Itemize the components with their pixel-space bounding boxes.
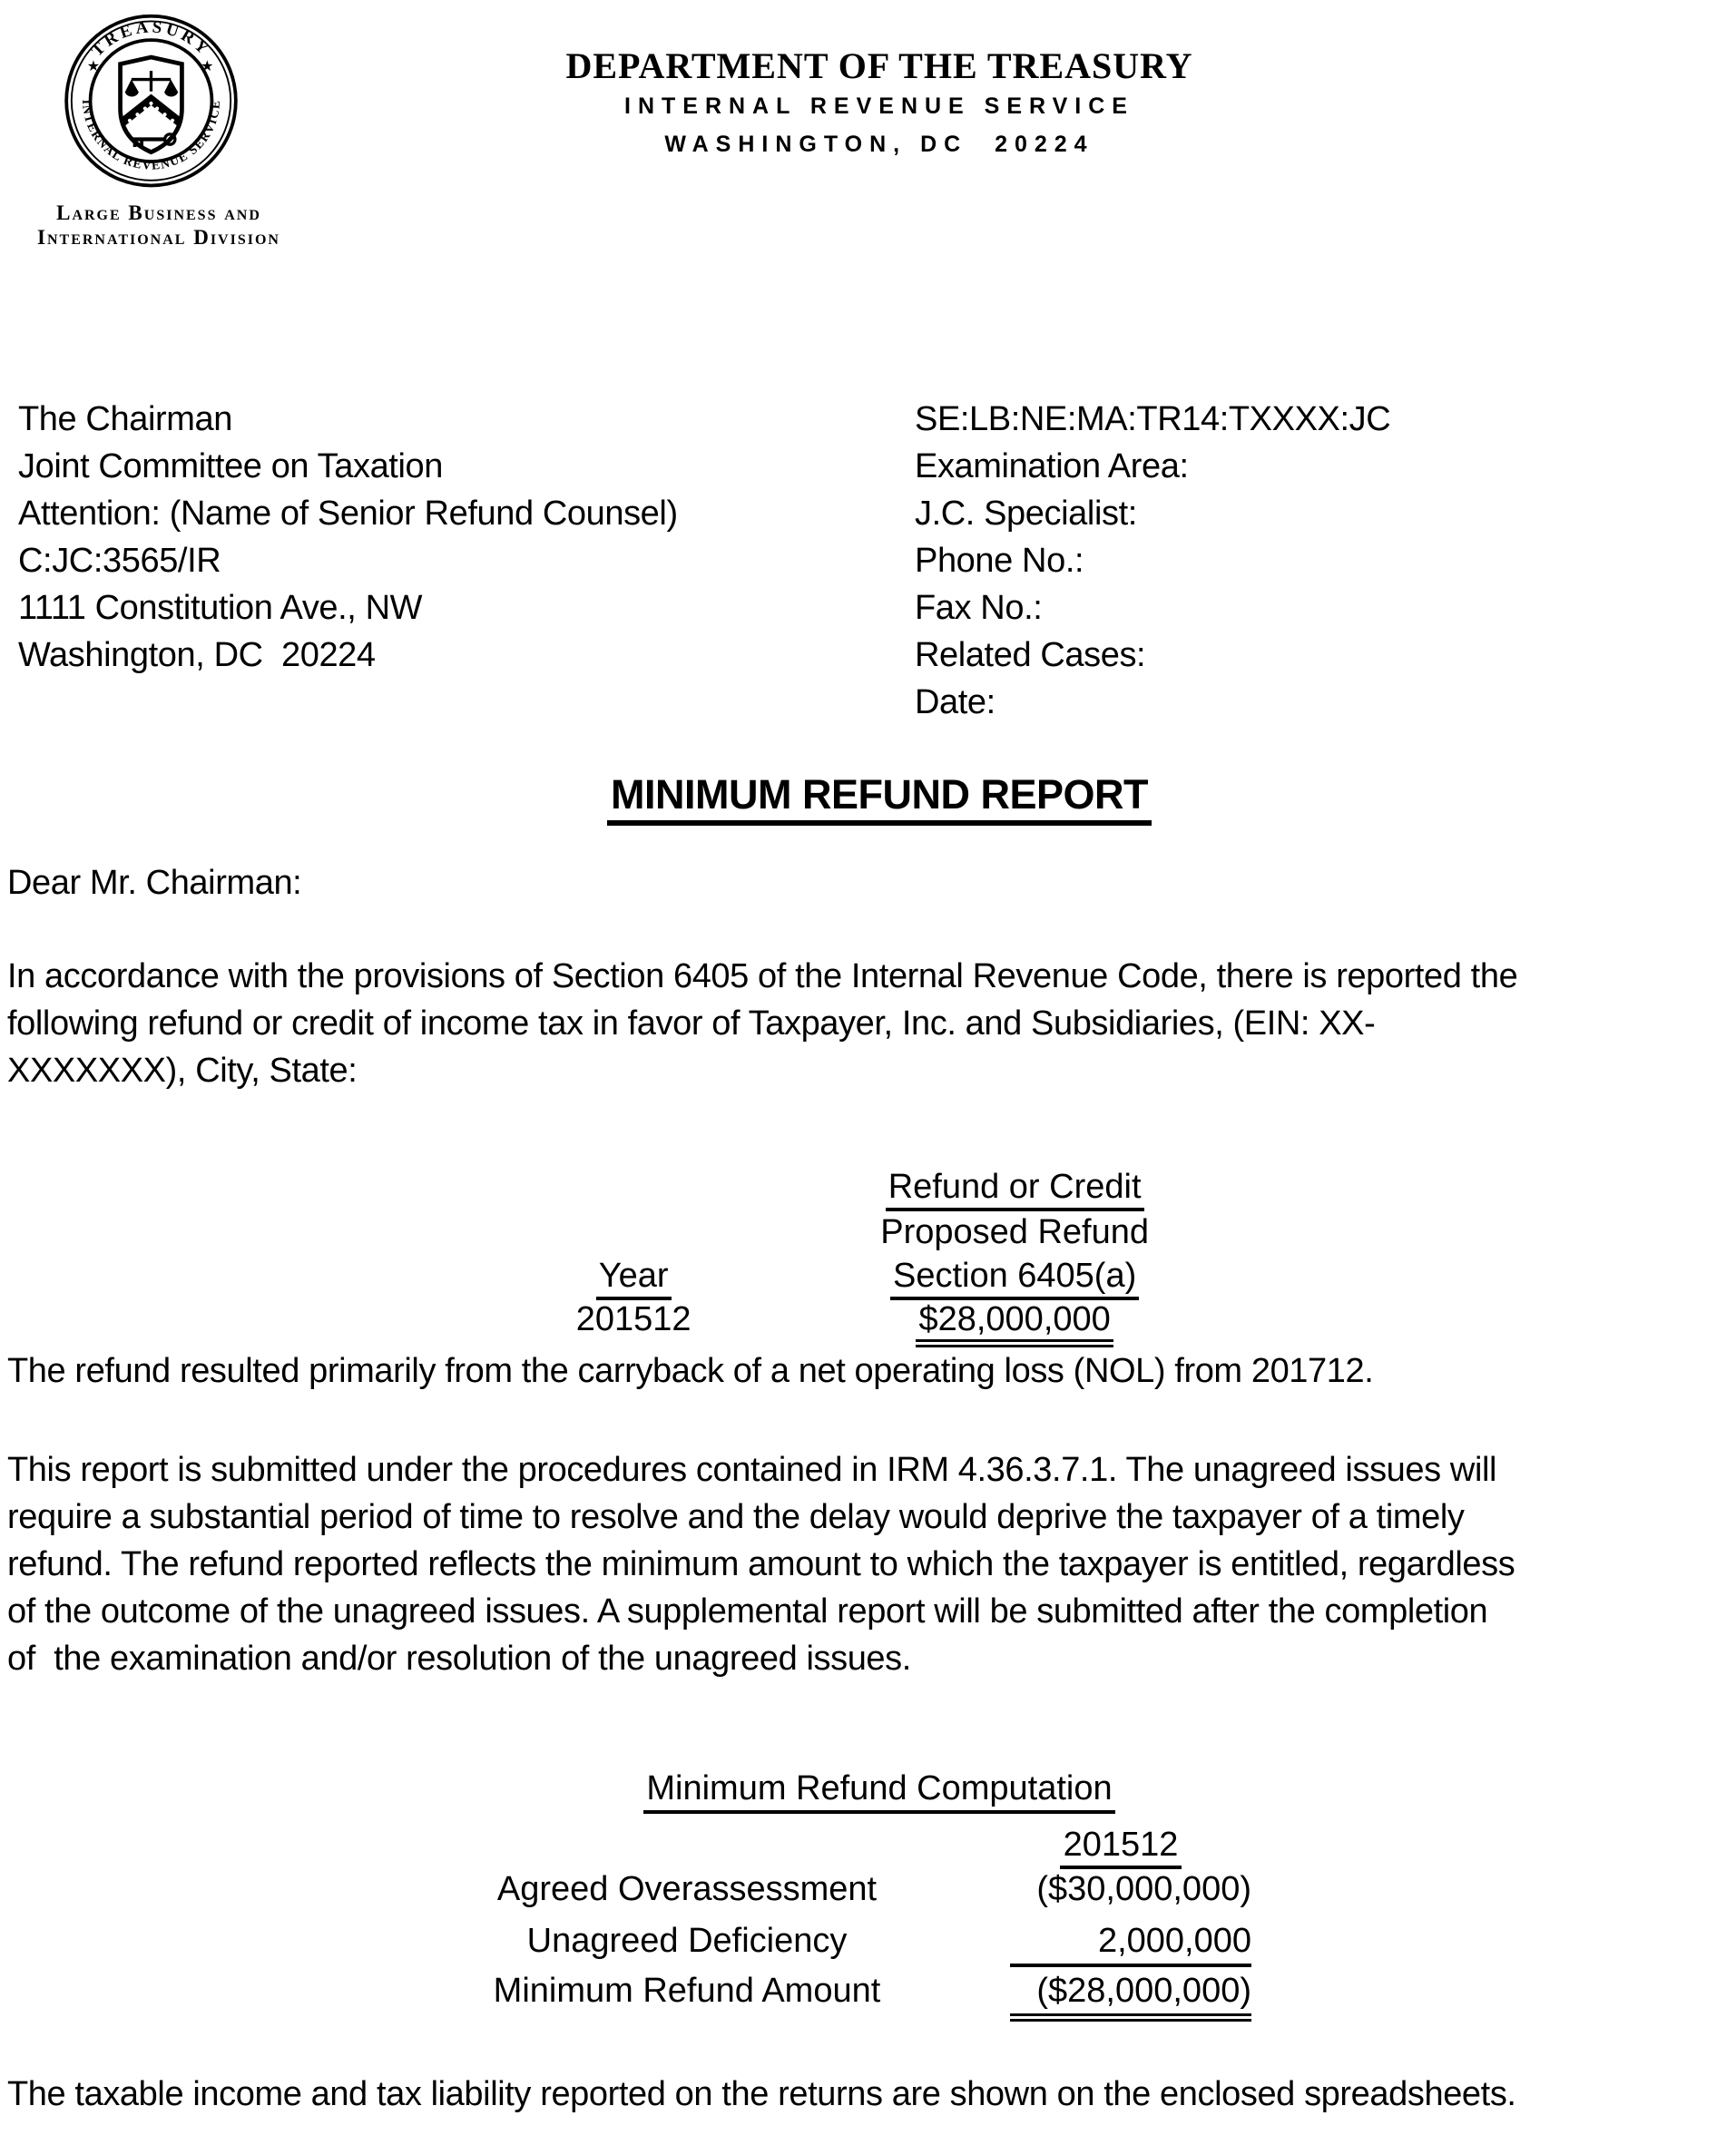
closing-line: The taxable income and tax liability reported on the returns are shown on the enclosed spreadsheets. (7, 2075, 1516, 2113)
case-info-line: Examination Area: (915, 447, 1189, 485)
case-info-block (915, 396, 1390, 726)
computation-column-header: 201512 (985, 1826, 1257, 1865)
computation-value: ($28,000,000) (1010, 1968, 1251, 2022)
refund-table-col2-subheader: Proposed Refund (880, 1213, 1149, 1251)
paragraph-line: The refund resulted primarily from the carryback of a net operating loss (NOL) from 201712. (7, 1352, 1374, 1390)
case-info-line: J.C. Specialist: (915, 495, 1137, 533)
paragraph-procedures (7, 1446, 1515, 1682)
agency-service: INTERNAL REVENUE SERVICE (624, 93, 1134, 119)
paragraph-line: of the examination and/or resolution of the unagreed issues. (7, 1640, 911, 1678)
report-title: MINIMUM REFUND REPORT (607, 771, 1152, 826)
paragraph-line: This report is submitted under the procedures contained in IRM 4.36.3.7.1. The unagreed issues will (7, 1451, 1497, 1489)
case-info-line: Fax No.: (915, 589, 1043, 627)
computation-label: Unagreed Deficiency (526, 1922, 848, 1960)
computation-heading-row (23, 1769, 1736, 1808)
refund-table-col2-header: Refund or Credit (814, 1129, 1177, 1246)
paragraph-nol (7, 1347, 1373, 1395)
computation-label: Minimum Refund Amount (493, 1972, 881, 2010)
recipient-block (18, 396, 678, 679)
agency-address: WASHINGTON, DC 20224 (664, 132, 1094, 157)
case-info-line: SE:LB:NE:MA:TR14:TXXXX:JC (915, 400, 1391, 438)
salutation: Dear Mr. Chairman: (7, 864, 302, 902)
refund-table-year-value: 201512 (575, 1300, 691, 1338)
computation-value: 2,000,000 (1010, 1918, 1251, 1967)
computation-label: Agreed Overassessment (496, 1870, 878, 1908)
agency-header (23, 45, 1736, 163)
refund-table-section-header: Section 6405(a) (814, 1218, 1177, 1335)
agency-name: DEPARTMENT OF THE TREASURY (565, 45, 1193, 86)
computation-value: ($30,000,000) (1036, 1870, 1251, 1908)
division-line: Large Business and (56, 201, 261, 224)
seal-ring-bottom-text: INTERNAL REVENUE SERVICE (80, 99, 223, 172)
report-title-row (23, 771, 1736, 818)
case-info-line: Phone No.: (915, 542, 1084, 580)
refund-table-amount-value: $28,000,000 (814, 1261, 1177, 1378)
division-name (0, 201, 327, 250)
paragraph-line: In accordance with the provisions of Section 6405 of the Internal Revenue Code, there is reported the (7, 957, 1518, 995)
seal-right-star-icon: ★ (201, 58, 214, 75)
seal-left-star-icon: ★ (86, 58, 101, 75)
recipient-line: Attention: (Name of Senior Refund Counsel) (18, 495, 678, 533)
paragraph-line: require a substantial period of time to resolve and the delay would deprive the taxpayer of a timely (7, 1498, 1465, 1536)
paragraph-line: of the outcome of the unagreed issues. A supplemental report will be submitted after the completion (7, 1592, 1488, 1631)
recipient-line: Washington, DC 20224 (18, 636, 376, 674)
recipient-line: 1111 Constitution Ave., NW (18, 589, 423, 627)
case-info-line: Date: (915, 683, 996, 721)
paragraph-line: following refund or credit of income tax in favor of Taxpayer, Inc. and Subsidiaries, (EIN: XX- (7, 1004, 1376, 1043)
paragraph-intro (7, 953, 1517, 1094)
paragraph-line: refund. The refund reported reflects the minimum amount to which the taxpayer is entitled, regardless (7, 1545, 1515, 1583)
computation-heading: Minimum Refund Computation (643, 1769, 1114, 1814)
seal-ring-top-text: TREASURY (87, 17, 215, 61)
division-line: International Division (37, 226, 280, 249)
recipient-line: C:JC:3565/IR (18, 542, 221, 580)
case-info-line: Related Cases: (915, 636, 1146, 674)
paragraph-line: XXXXXXX), City, State: (7, 1052, 358, 1090)
recipient-line: Joint Committee on Taxation (18, 447, 443, 485)
refund-table-year-header: Year (433, 1218, 796, 1335)
recipient-line: The Chairman (18, 400, 232, 438)
